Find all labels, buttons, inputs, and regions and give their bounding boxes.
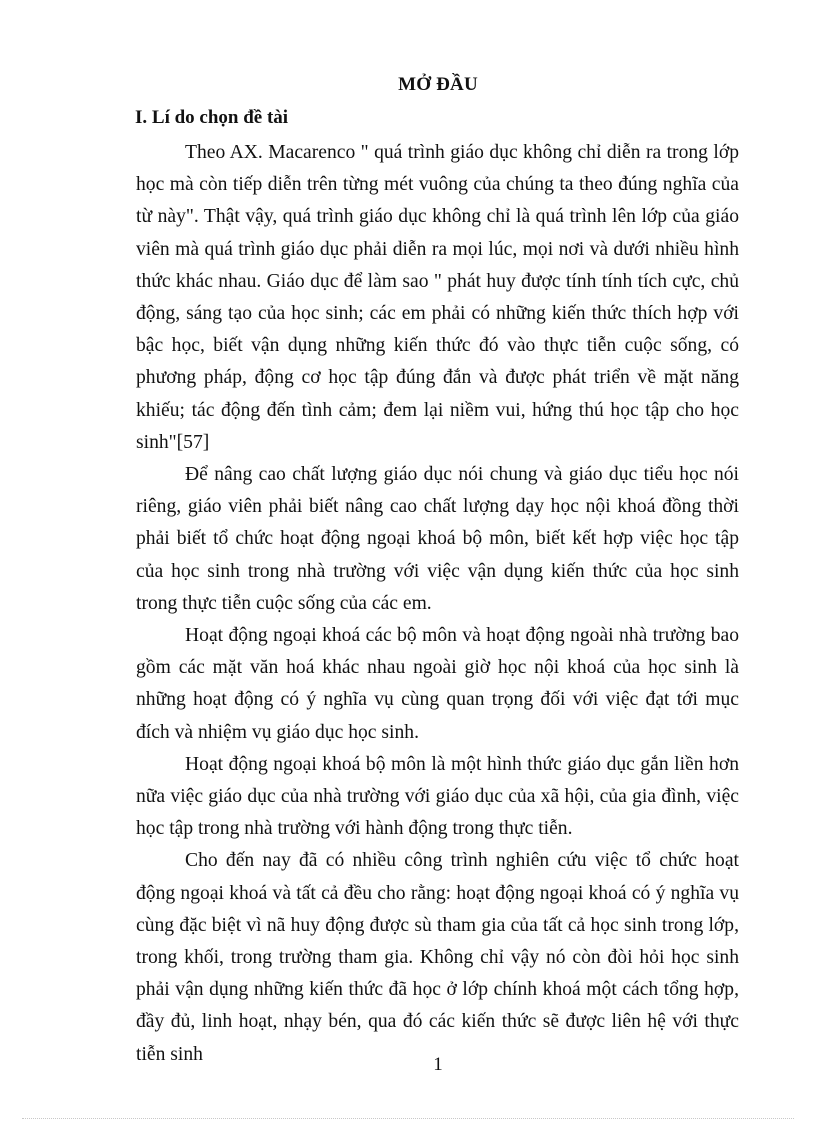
paragraph: Hoạt động ngoại khoá bộ môn là một hình thức giáo dục gắn liền hơn nữa việc giáo dục của nhà trường với giáo dục của xã hội, của gia đình, việc học tập trong nhà trường với hành động trong thực tiễn. bbox=[136, 753, 739, 840]
paragraph: Hoạt động ngoại khoá các bộ môn và hoạt động ngoài nhà trường bao gồm các mặt văn hoá khác nhau ngoài giờ học nội khoá của học sinh là những hoạt động có ý nghĩa vụ cùng quan trọng đối với việc đạt tới mục đích và nhiệm vụ giáo dục học sinh. bbox=[136, 625, 739, 743]
section-heading: I. Lí do chọn đề tài bbox=[135, 107, 289, 128]
paragraph: Theo AX. Macarenco " quá trình giáo dục không chỉ diễn ra trong lớp học mà còn tiếp diễn trên từng mét vuông của chúng ta theo đúng nghĩa của từ này". Thật vậy, quá trình giáo dục không chỉ là quá trình lên lớp của giáo viên mà quá trình giáo dục phải diễn ra mọi lúc, mọi nơi và dưới nhiều hình thức khác nhau. Giáo dục để làm sao " phát huy được tính tính tích cực, chủ động, sáng tạo của học sinh; các em phải có những kiến thức thích hợp với bậc học, biết vận dụng những kiến thức đó vào thực tiễn cuộc sống, có phương pháp, động cơ học tập đúng đắn và được phát triển về mặt năng khiếu; tác động đến tình cảm; đem lại niềm vui, hứng thú học tập cho học sinh"[57] bbox=[136, 142, 739, 453]
page-title: MỞ ĐẦU bbox=[398, 74, 478, 95]
body-text bbox=[136, 137, 739, 1071]
paragraph: Cho đến nay đã có nhiều công trình nghiên cứu việc tổ chức hoạt động ngoại khoá và tất cả đều cho rằng: hoạt động ngoại khoá có ý nghĩa vụ cùng đặc biệt vì nã huy động được sù tham gia của tất cả học sinh trong lớp, trong khối, trong trường tham gia. Không chỉ vậy nó còn đòi hỏi học sinh phải vận dụng những kiến thức đã học ở lớp chính khoá một cách tổng hợp, đầy đủ, linh hoạt, nhạy bén, qua đó các kiến thức sẽ được liên hệ với thực tiễn sinh bbox=[136, 850, 739, 1065]
page-number: 1 bbox=[433, 1054, 443, 1075]
page-break-divider bbox=[22, 1118, 794, 1119]
paragraph: Để nâng cao chất lượng giáo dục nói chung và giáo dục tiểu học nói riêng, giáo viên phải biết nâng cao chất lượng dạy học nội khoá đồng thời phải biết tổ chức hoạt động ngoại khoá bộ môn, biết kết hợp việc học tập của học sinh trong nhà trường với việc vận dụng kiến thức của học sinh trong thực tiễn cuộc sống của các em. bbox=[136, 464, 739, 614]
